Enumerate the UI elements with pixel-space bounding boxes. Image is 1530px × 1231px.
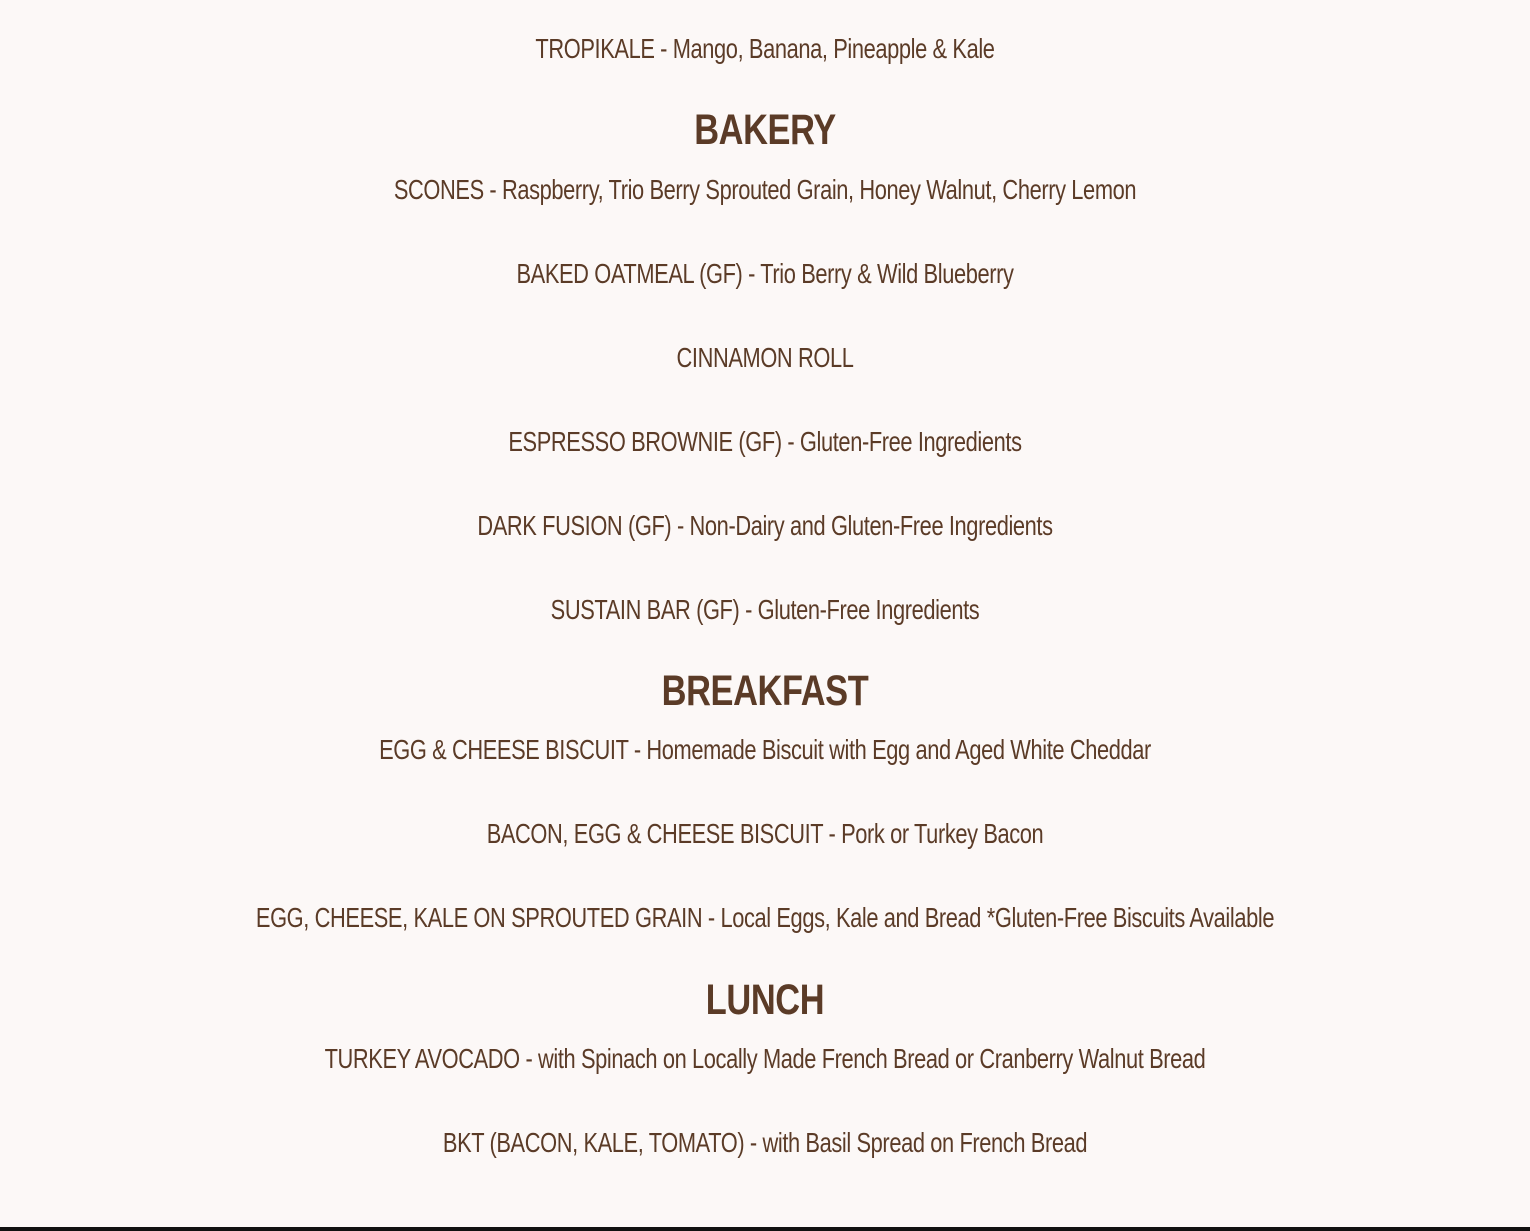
bottom-divider: [0, 1227, 1530, 1231]
breakfast-heading: BREAKFAST: [661, 667, 869, 715]
bakery-heading: BAKERY: [694, 106, 836, 154]
menu-item-bkt: BKT (BACON, KALE, TOMATO) - with Basil Spread on French Bread: [442, 1127, 1088, 1158]
menu-item-espresso-brownie: ESPRESSO BROWNIE (GF) - Gluten-Free Ingredients: [508, 426, 1022, 457]
menu-item-baked-oatmeal: BAKED OATMEAL (GF) - Trio Berry & Wild Blueberry: [516, 258, 1014, 289]
menu-item-egg-cheese-biscuit: EGG & CHEESE BISCUIT - Homemade Biscuit with Egg and Aged White Cheddar: [379, 734, 1151, 765]
menu-item-cinnamon-roll: CINNAMON ROLL: [676, 342, 854, 373]
menu-item-dark-fusion: DARK FUSION (GF) - Non-Dairy and Gluten-Free Ingredients: [477, 510, 1053, 541]
menu-item-bacon-egg-cheese-biscuit: BACON, EGG & CHEESE BISCUIT - Pork or Turkey Bacon: [486, 818, 1044, 849]
menu-item-scones: SCONES - Raspberry, Trio Berry Sprouted Grain, Honey Walnut, Cherry Lemon: [393, 174, 1137, 205]
menu-item-egg-cheese-kale: EGG, CHEESE, KALE ON SPROUTED GRAIN - Local Eggs, Kale and Bread *Gluten-Free Biscuits Available: [255, 902, 1275, 933]
menu-item-sustain-bar: SUSTAIN BAR (GF) - Gluten-Free Ingredients: [550, 594, 980, 625]
menu-item-tropikale: TROPIKALE - Mango, Banana, Pineapple & Kale: [535, 33, 995, 64]
menu-item-turkey-avocado: TURKEY AVOCADO - with Spinach on Locally Made French Bread or Cranberry Walnut Bread: [324, 1043, 1206, 1074]
lunch-heading: LUNCH: [705, 976, 825, 1024]
